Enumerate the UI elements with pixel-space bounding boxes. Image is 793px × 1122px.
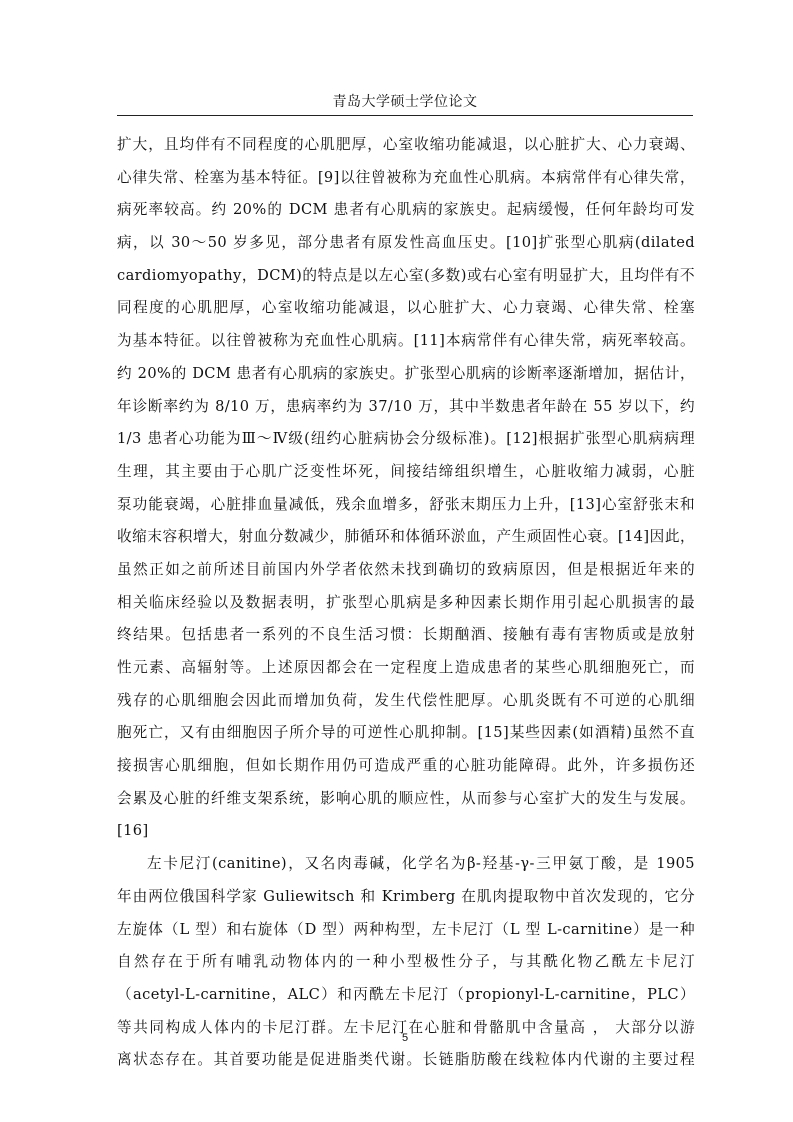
- text-line: （acetyl-L-carnitine，ALC）和丙酰左卡尼汀（propionyl-L-carnitine，PLC）: [117, 985, 695, 1003]
- text-line: 为基本特征。以往曾被称为充血性心肌病。[11]本病常伴有心律失常，病死率较高。: [117, 332, 695, 350]
- running-header: 青岛大学硕士学位论文: [332, 94, 478, 110]
- text-line: 相关临床经验以及数据表明，扩张型心肌病是多种因素长期作用引起心肌损害的最: [117, 593, 695, 611]
- text-line: 左旋体（L 型）和右旋体（D 型）两种构型，左卡尼汀（L 型 L-carnitine）是一种: [117, 920, 695, 938]
- text-line: 1/3 患者心功能为Ⅲ～Ⅳ级(纽约心脏病协会分级标准)。[12]根据扩张型心肌病病理: [117, 430, 695, 448]
- text-line: 接损害心肌细胞，但如长期作用仍可造成严重的心脏功能障碍。此外，许多损伤还: [117, 757, 695, 775]
- text-line: 会累及心脏的纤维支架系统，影响心肌的顺应性，从而参与心室扩大的发生与发展。: [117, 789, 695, 807]
- body-text: [117, 129, 695, 1077]
- text-line: 心律失常、栓塞为基本特征。[9]以往曾被称为充血性心肌病。本病常伴有心律失常，: [117, 168, 695, 186]
- text-line: 年由两位俄国科学家 Guliewitsch 和 Krimberg 在肌肉提取物中首次发现的，它分: [117, 887, 695, 905]
- text-line: 终结果。包括患者一系列的不良生活习惯：长期酗酒、接触有毒有害物质或是放射: [117, 626, 695, 644]
- text-line: 虽然正如之前所述目前国内外学者依然未找到确切的致病原因，但是根据近年来的: [117, 560, 695, 578]
- text-line: 自然存在于所有哺乳动物体内的一种小型极性分子，与其酰化物乙酰左卡尼汀: [117, 953, 695, 971]
- text-line: 性元素、高辐射等。上述原因都会在一定程度上造成患者的某些心肌细胞死亡，而: [117, 659, 695, 676]
- text-line: 收缩末容积增大，射血分数减少，肺循环和体循环淤血，产生顽固性心衰。[14]因此，: [117, 528, 695, 546]
- text-line: 泵功能衰竭，心脏排血量减低，残余血增多，舒张末期压力上升，[13]心室舒张末和: [117, 495, 695, 513]
- text-line: 病死率较高。约 20%的 DCM 患者有心肌病的家族史。起病缓慢，任何年龄均可发: [117, 201, 695, 219]
- page-number: 5: [401, 1032, 409, 1044]
- text-line: 约 20%的 DCM 患者有心肌病的家族史。扩张型心肌病的诊断率逐渐增加，据估计，: [117, 364, 695, 382]
- text-line: 病，以 30～50 岁多见，部分患者有原发性高血压史。[10]扩张型心肌病(dilated: [117, 234, 695, 252]
- text-line: 胞死亡，又有由细胞因子所介导的可逆性心肌抑制。[15]某些因素(如酒精)虽然不直: [117, 724, 695, 742]
- text-line: 同程度的心肌肥厚，心室收缩功能减退，以心脏扩大、心力衰竭、心律失常、栓塞: [117, 299, 695, 317]
- text-line: 年诊断率约为 8/10 万，患病率约为 37/10 万，其中半数患者年龄在 55 岁以下，约: [117, 397, 695, 415]
- header-divider: [117, 115, 693, 116]
- text-line: 残存的心肌细胞会因此而增加负荷，发生代偿性肥厚。心肌炎既有不可逆的心肌细: [117, 691, 695, 709]
- citation-line: [16]: [117, 822, 149, 840]
- paragraph-first-line: 左卡尼汀(canitine)，又名肉毒碱，化学名为β-羟基-γ-三甲氨丁酸，是 1905: [147, 855, 695, 873]
- text-line: 扩大，且均伴有不同程度的心肌肥厚，心室收缩功能减退，以心脏扩大、心力衰竭、: [117, 136, 695, 153]
- text-line: cardiomyopathy，DCM)的特点是以左心室(多数)或右心室有明显扩大，且均伴有不: [117, 266, 695, 284]
- text-line: 离状态存在。其首要功能是促进脂类代谢。长链脂肪酸在线粒体内代谢的主要过程: [117, 1051, 695, 1069]
- text-line: 等共同构成人体内的卡尼汀群。左卡尼汀在心脏和骨骼肌中含量高 ， 大部分以游: [117, 1018, 695, 1036]
- text-line: 生理，其主要由于心肌广泛变性坏死，间接结缔组织增生，心脏收缩力减弱，心脏: [117, 462, 695, 480]
